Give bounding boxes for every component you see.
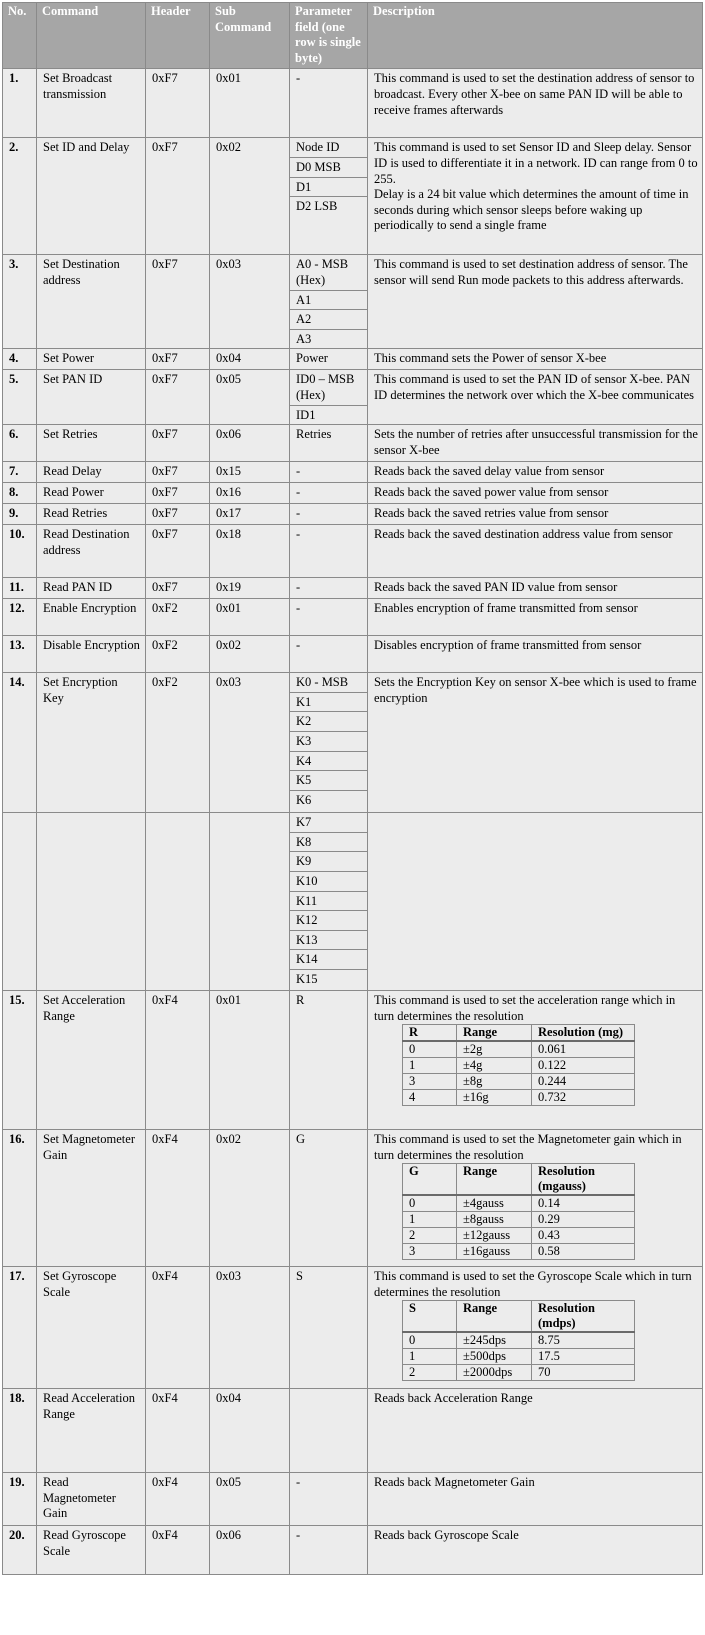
header-byte: 0xF4 <box>146 1267 210 1389</box>
resolution-header-row <box>403 1164 635 1196</box>
parameter-byte: K12 <box>290 911 367 931</box>
sub-command-byte: 0x05 <box>210 1473 290 1526</box>
command-name: Read Retries <box>37 504 146 525</box>
parameter-cell <box>290 525 368 578</box>
table-row <box>3 991 703 1130</box>
resolution-row <box>403 1058 635 1074</box>
sub-command-byte: 0x03 <box>210 255 290 349</box>
parameter-cell <box>290 349 368 370</box>
description-text: This command is used to set destination address of sensor. The sensor will send Run mode packets to this address afterwards. <box>374 257 688 287</box>
resolution-header-row <box>403 1025 635 1042</box>
resolution-cell: 0.244 <box>532 1074 635 1090</box>
parameter-cell <box>290 462 368 483</box>
header-byte: 0xF7 <box>146 370 210 425</box>
resolution-cell: ±16gauss <box>457 1244 532 1260</box>
parameter-byte <box>290 1389 367 1392</box>
resolution-cell: 0 <box>403 1041 457 1058</box>
table-row <box>3 525 703 578</box>
row-number: 7. <box>3 462 37 483</box>
header-byte: 0xF7 <box>146 578 210 599</box>
parameter-byte: S <box>296 1269 303 1284</box>
parameter-byte: Node ID <box>290 138 367 158</box>
description-text-2: Delay is a 24 bit value which determines the amount of time in seconds during which sensor sleeps before waking up periodically to send a single frame <box>374 187 689 233</box>
description-cell <box>368 636 703 673</box>
command-name: Set Broadcast transmission <box>37 69 146 138</box>
resolution-row <box>403 1365 635 1381</box>
command-name: Enable Encryption <box>37 599 146 636</box>
sub-command-byte: 0x06 <box>210 425 290 462</box>
table-body <box>3 69 703 1575</box>
table-row <box>3 483 703 504</box>
row-number: 5. <box>3 370 37 425</box>
command-name: Set Gyroscope Scale <box>37 1267 146 1389</box>
description-cell <box>368 138 703 255</box>
header-parameter-field: Parameter field (one row is single byte) <box>290 3 368 69</box>
parameter-byte: A0 - MSB (Hex) <box>290 255 367 290</box>
description-text: This command is used to set the destination address of sensor to broadcast. Every other X-bee on same PAN ID will be able to receive frames afterwards <box>374 71 695 117</box>
parameter-byte: K2 <box>290 712 367 732</box>
sub-command-byte: 0x04 <box>210 349 290 370</box>
row-number: 17. <box>3 1267 37 1389</box>
sub-command-byte: 0x02 <box>210 138 290 255</box>
parameter-cell <box>290 673 368 813</box>
row-number: 9. <box>3 504 37 525</box>
resolution-row <box>403 1212 635 1228</box>
resolution-cell: 2 <box>403 1228 457 1244</box>
command-name: Set ID and Delay <box>37 138 146 255</box>
resolution-cell: 2 <box>403 1365 457 1381</box>
table-row <box>3 69 703 138</box>
description-text: This command is used to set Sensor ID and Sleep delay. Sensor ID is used to differentiate it in a network. ID can range from 0 to 255. <box>374 140 698 186</box>
header-byte: 0xF4 <box>146 1473 210 1526</box>
parameter-byte: K10 <box>290 872 367 892</box>
description-text: Reads back the saved delay value from sensor <box>374 464 605 479</box>
row-number: 10. <box>3 525 37 578</box>
resolution-cell: 1 <box>403 1058 457 1074</box>
sub-command-byte: 0x02 <box>210 636 290 673</box>
description-text: Reads back the saved power value from sensor <box>374 485 609 500</box>
table-row <box>3 599 703 636</box>
resolution-cell: ±4g <box>457 1058 532 1074</box>
sub-command-byte: 0x15 <box>210 462 290 483</box>
parameter-byte: A3 <box>296 331 312 346</box>
parameter-cell <box>290 69 368 138</box>
row-number: 16. <box>3 1130 37 1267</box>
description-cell <box>368 1267 703 1389</box>
command-name <box>37 813 146 991</box>
parameter-byte: A2 <box>290 310 367 330</box>
command-name: Set Acceleration Range <box>37 991 146 1130</box>
parameter-cell <box>290 1267 368 1389</box>
resolution-table <box>402 1300 635 1381</box>
resolution-cell: 1 <box>403 1212 457 1228</box>
table-row <box>3 255 703 349</box>
parameter-byte: K9 <box>290 852 367 872</box>
description-cell <box>368 813 703 991</box>
header-byte: 0xF7 <box>146 349 210 370</box>
resolution-cell: 0.43 <box>532 1228 635 1244</box>
description-cell <box>368 504 703 525</box>
row-number: 2. <box>3 138 37 255</box>
row-number: 15. <box>3 991 37 1130</box>
resolution-header-cell: Range <box>457 1301 532 1333</box>
parameter-byte: ID0 – MSB (Hex) <box>290 370 367 405</box>
command-name: Read Power <box>37 483 146 504</box>
header-byte: 0xF2 <box>146 599 210 636</box>
parameter-byte: Retries <box>296 427 332 442</box>
command-name: Read Acceleration Range <box>37 1389 146 1473</box>
parameter-cell <box>290 991 368 1130</box>
parameter-cell <box>290 1130 368 1267</box>
resolution-row <box>403 1349 635 1365</box>
parameter-cell <box>290 370 368 425</box>
sub-command-byte: 0x03 <box>210 673 290 813</box>
parameter-byte: - <box>296 485 301 500</box>
parameter-byte: K8 <box>290 833 367 853</box>
sub-command-byte: 0x04 <box>210 1389 290 1473</box>
table-row <box>3 425 703 462</box>
row-number <box>3 813 37 991</box>
resolution-cell: ±8g <box>457 1074 532 1090</box>
command-name: Set PAN ID <box>37 370 146 425</box>
parameter-byte: A1 <box>290 291 367 311</box>
resolution-cell: 0.29 <box>532 1212 635 1228</box>
parameter-byte: R <box>296 993 305 1008</box>
description-cell <box>368 673 703 813</box>
row-number: 8. <box>3 483 37 504</box>
resolution-table <box>402 1024 635 1106</box>
command-name: Set Destination address <box>37 255 146 349</box>
command-name: Set Encryption Key <box>37 673 146 813</box>
description-text: This command is used to set the PAN ID of sensor X-bee. PAN ID determines the network over which the X-bee communicates <box>374 372 695 402</box>
description-cell <box>368 483 703 504</box>
resolution-cell: 3 <box>403 1244 457 1260</box>
row-number: 12. <box>3 599 37 636</box>
sub-command-byte: 0x19 <box>210 578 290 599</box>
header-byte: 0xF4 <box>146 1526 210 1575</box>
description-cell <box>368 578 703 599</box>
resolution-cell: 4 <box>403 1090 457 1106</box>
table-row <box>3 1473 703 1526</box>
description-text: Reads back the saved retries value from sensor <box>374 506 609 521</box>
header-byte: 0xF2 <box>146 673 210 813</box>
parameter-cell <box>290 1526 368 1575</box>
row-number: 18. <box>3 1389 37 1473</box>
description-cell <box>368 599 703 636</box>
row-number: 19. <box>3 1473 37 1526</box>
header-byte: 0xF4 <box>146 1389 210 1473</box>
resolution-row <box>403 1332 635 1349</box>
resolution-cell: 70 <box>532 1365 635 1381</box>
parameter-byte: K0 - MSB <box>290 673 367 693</box>
description-cell <box>368 370 703 425</box>
parameter-cell <box>290 813 368 991</box>
table-row <box>3 813 703 991</box>
resolution-row <box>403 1074 635 1090</box>
description-text: Enables encryption of frame transmitted from sensor <box>374 601 638 616</box>
parameter-cell <box>290 425 368 462</box>
parameter-byte: - <box>296 527 301 542</box>
resolution-cell: ±12gauss <box>457 1228 532 1244</box>
header-byte: 0xF7 <box>146 483 210 504</box>
description-cell <box>368 1389 703 1473</box>
description-text: Reads back Magnetometer Gain <box>374 1475 535 1490</box>
resolution-row <box>403 1195 635 1212</box>
header-header: Header <box>146 3 210 69</box>
parameter-byte: - <box>296 464 301 479</box>
sub-command-byte <box>210 813 290 991</box>
header-byte: 0xF4 <box>146 991 210 1130</box>
parameter-byte: K4 <box>290 752 367 772</box>
command-table-document <box>0 2 705 1575</box>
description-text: This command is used to set the acceleration range which in turn determines the resolution <box>374 993 676 1023</box>
resolution-header-cell: Resolution (mgauss) <box>532 1164 635 1196</box>
table-row <box>3 1130 703 1267</box>
description-text: This command sets the Power of sensor X-bee <box>374 351 607 366</box>
parameter-cell <box>290 138 368 255</box>
resolution-header-cell: R <box>403 1025 457 1042</box>
sub-command-byte: 0x06 <box>210 1526 290 1575</box>
sub-command-byte: 0x05 <box>210 370 290 425</box>
resolution-cell: 8.75 <box>532 1332 635 1349</box>
table-row <box>3 504 703 525</box>
table-row <box>3 1389 703 1473</box>
resolution-cell: 0.061 <box>532 1041 635 1058</box>
description-cell <box>368 425 703 462</box>
parameter-byte: D2 LSB <box>296 199 338 214</box>
resolution-cell: ±4gauss <box>457 1195 532 1212</box>
description-text: This command is used to set the Gyroscope Scale which in turn determines the resolution <box>374 1269 692 1299</box>
header-command: Command <box>37 3 146 69</box>
resolution-row <box>403 1041 635 1058</box>
parameter-byte: - <box>296 1475 301 1490</box>
command-name: Read Magnetometer Gain <box>37 1473 146 1526</box>
command-table <box>2 2 703 1575</box>
resolution-cell: 17.5 <box>532 1349 635 1365</box>
row-number: 14. <box>3 673 37 813</box>
parameter-byte: K13 <box>290 931 367 951</box>
sub-command-byte: 0x16 <box>210 483 290 504</box>
header-byte: 0xF7 <box>146 69 210 138</box>
parameter-byte: K14 <box>290 950 367 970</box>
resolution-row <box>403 1228 635 1244</box>
description-text: Reads back Acceleration Range <box>374 1391 533 1406</box>
resolution-cell: 0.58 <box>532 1244 635 1260</box>
command-name: Read Gyroscope Scale <box>37 1526 146 1575</box>
parameter-byte: - <box>296 71 301 86</box>
description-text: Reads back the saved destination address value from sensor <box>374 527 673 542</box>
sub-command-byte: 0x01 <box>210 69 290 138</box>
resolution-header-cell: G <box>403 1164 457 1196</box>
table-row <box>3 1526 703 1575</box>
resolution-table <box>402 1163 635 1260</box>
header-byte <box>146 813 210 991</box>
resolution-cell: ±8gauss <box>457 1212 532 1228</box>
header-byte: 0xF4 <box>146 1130 210 1267</box>
description-cell <box>368 525 703 578</box>
parameter-cell <box>290 483 368 504</box>
resolution-cell: ±2g <box>457 1041 532 1058</box>
resolution-header-row <box>403 1301 635 1333</box>
table-header-row <box>3 3 703 69</box>
parameter-cell <box>290 599 368 636</box>
parameter-byte: K5 <box>290 771 367 791</box>
resolution-cell: ±500dps <box>457 1349 532 1365</box>
parameter-cell <box>290 504 368 525</box>
row-number: 4. <box>3 349 37 370</box>
description-cell <box>368 462 703 483</box>
description-text: Reads back the saved PAN ID value from sensor <box>374 580 618 595</box>
resolution-cell: 0.14 <box>532 1195 635 1212</box>
sub-command-byte: 0x17 <box>210 504 290 525</box>
resolution-cell: 3 <box>403 1074 457 1090</box>
header-byte: 0xF7 <box>146 462 210 483</box>
header-byte: 0xF2 <box>146 636 210 673</box>
table-row <box>3 370 703 425</box>
description-cell <box>368 69 703 138</box>
parameter-cell <box>290 1389 368 1473</box>
parameter-byte: D0 MSB <box>290 158 367 178</box>
row-number: 11. <box>3 578 37 599</box>
parameter-byte: K15 <box>296 971 318 986</box>
row-number: 6. <box>3 425 37 462</box>
description-cell <box>368 349 703 370</box>
parameter-byte: - <box>296 638 301 653</box>
table-row <box>3 578 703 599</box>
header-sub-command: Sub Command <box>210 3 290 69</box>
resolution-cell: 0 <box>403 1332 457 1349</box>
parameter-byte: - <box>296 506 301 521</box>
table-row <box>3 636 703 673</box>
command-name: Read PAN ID <box>37 578 146 599</box>
resolution-header-cell: S <box>403 1301 457 1333</box>
resolution-cell: 0.732 <box>532 1090 635 1106</box>
header-no: No. <box>3 3 37 69</box>
command-name: Read Destination address <box>37 525 146 578</box>
parameter-byte: K11 <box>290 892 367 912</box>
description-text: This command is used to set the Magnetometer gain which in turn determines the resolution <box>374 1132 682 1162</box>
header-byte: 0xF7 <box>146 255 210 349</box>
row-number: 3. <box>3 255 37 349</box>
resolution-cell: 0 <box>403 1195 457 1212</box>
parameter-byte: ID1 <box>296 407 316 422</box>
resolution-cell: ±2000dps <box>457 1365 532 1381</box>
command-name: Set Retries <box>37 425 146 462</box>
parameter-byte: K3 <box>290 732 367 752</box>
description-text: Disables encryption of frame transmitted from sensor <box>374 638 642 653</box>
parameter-cell <box>290 1473 368 1526</box>
description-text: Reads back Gyroscope Scale <box>374 1528 519 1543</box>
resolution-cell: ±16g <box>457 1090 532 1106</box>
header-byte: 0xF7 <box>146 138 210 255</box>
parameter-byte: G <box>296 1132 306 1147</box>
parameter-byte: - <box>296 1528 301 1543</box>
parameter-cell <box>290 636 368 673</box>
sub-command-byte: 0x03 <box>210 1267 290 1389</box>
description-cell <box>368 991 703 1130</box>
parameter-cell <box>290 578 368 599</box>
description-cell <box>368 1473 703 1526</box>
resolution-row <box>403 1244 635 1260</box>
table-row <box>3 1267 703 1389</box>
resolution-header-cell: Range <box>457 1025 532 1042</box>
parameter-byte: K1 <box>290 693 367 713</box>
description-text: Sets the Encryption Key on sensor X-bee which is used to frame encryption <box>374 675 697 705</box>
table-row <box>3 349 703 370</box>
resolution-header-cell: Resolution (mg) <box>532 1025 635 1042</box>
sub-command-byte: 0x18 <box>210 525 290 578</box>
table-row <box>3 462 703 483</box>
row-number: 1. <box>3 69 37 138</box>
description-cell <box>368 1526 703 1575</box>
parameter-byte: D1 <box>290 178 367 198</box>
resolution-cell: 1 <box>403 1349 457 1365</box>
resolution-header-cell: Range <box>457 1164 532 1196</box>
parameter-byte: - <box>296 580 301 595</box>
header-byte: 0xF7 <box>146 525 210 578</box>
command-name: Set Magnetometer Gain <box>37 1130 146 1267</box>
parameter-byte: K7 <box>290 813 367 833</box>
description-cell <box>368 1130 703 1267</box>
header-byte: 0xF7 <box>146 504 210 525</box>
resolution-cell: 0.122 <box>532 1058 635 1074</box>
resolution-row <box>403 1090 635 1106</box>
parameter-byte: - <box>296 601 301 616</box>
resolution-cell: ±245dps <box>457 1332 532 1349</box>
row-number: 13. <box>3 636 37 673</box>
table-row <box>3 138 703 255</box>
parameter-byte: Power <box>296 351 328 366</box>
command-name: Read Delay <box>37 462 146 483</box>
resolution-header-cell: Resolution (mdps) <box>532 1301 635 1333</box>
parameter-byte: K6 <box>296 792 312 807</box>
sub-command-byte: 0x01 <box>210 991 290 1130</box>
sub-command-byte: 0x02 <box>210 1130 290 1267</box>
sub-command-byte: 0x01 <box>210 599 290 636</box>
command-name: Set Power <box>37 349 146 370</box>
description-text: Sets the number of retries after unsuccessful transmission for the sensor X-bee <box>374 427 698 457</box>
table-row <box>3 673 703 813</box>
command-name: Disable Encryption <box>37 636 146 673</box>
header-byte: 0xF7 <box>146 425 210 462</box>
description-cell <box>368 255 703 349</box>
header-description: Description <box>368 3 703 69</box>
parameter-cell <box>290 255 368 349</box>
row-number: 20. <box>3 1526 37 1575</box>
